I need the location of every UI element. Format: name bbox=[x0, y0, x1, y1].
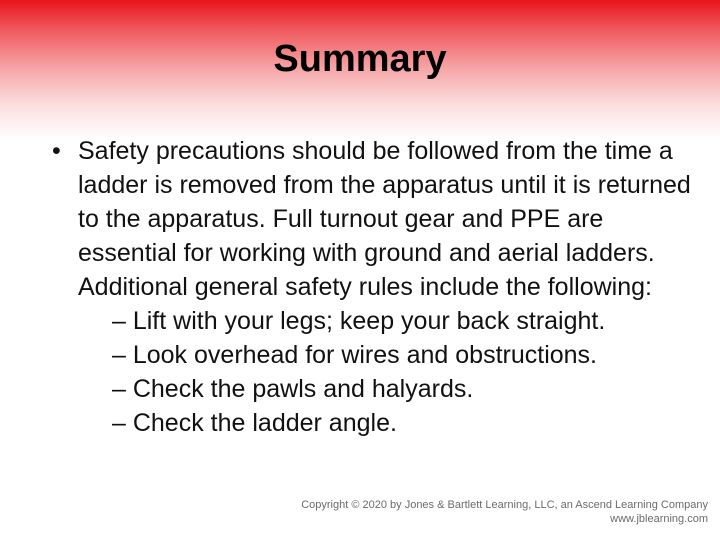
bullet-text: Safety precautions should be followed from the time a ladder is removed from the apparatus until it is returned to the apparatus. Full turnout gear and PPE are essential for working with ground and aerial ladders. Additional general safety rules include the following: bbox=[78, 137, 691, 301]
slide-body bbox=[52, 134, 692, 440]
sub-item-lift: – Lift with your legs; keep your back straight. bbox=[112, 307, 606, 335]
sub-item-pawls: – Check the pawls and halyards. bbox=[112, 375, 474, 403]
copyright-text: Copyright © 2020 by Jones & Bartlett Learning, LLC, an Ascend Learning Company bbox=[301, 499, 708, 511]
bullet-icon: • bbox=[52, 137, 61, 165]
footer-copyright bbox=[301, 498, 708, 526]
sub-item-overhead: – Look overhead for wires and obstructions. bbox=[112, 341, 597, 369]
website-text: www.jblearning.com bbox=[610, 513, 708, 525]
sub-item-angle: – Check the ladder angle. bbox=[112, 409, 397, 437]
slide-title: Summary bbox=[273, 38, 447, 80]
bullet-item bbox=[52, 134, 692, 440]
